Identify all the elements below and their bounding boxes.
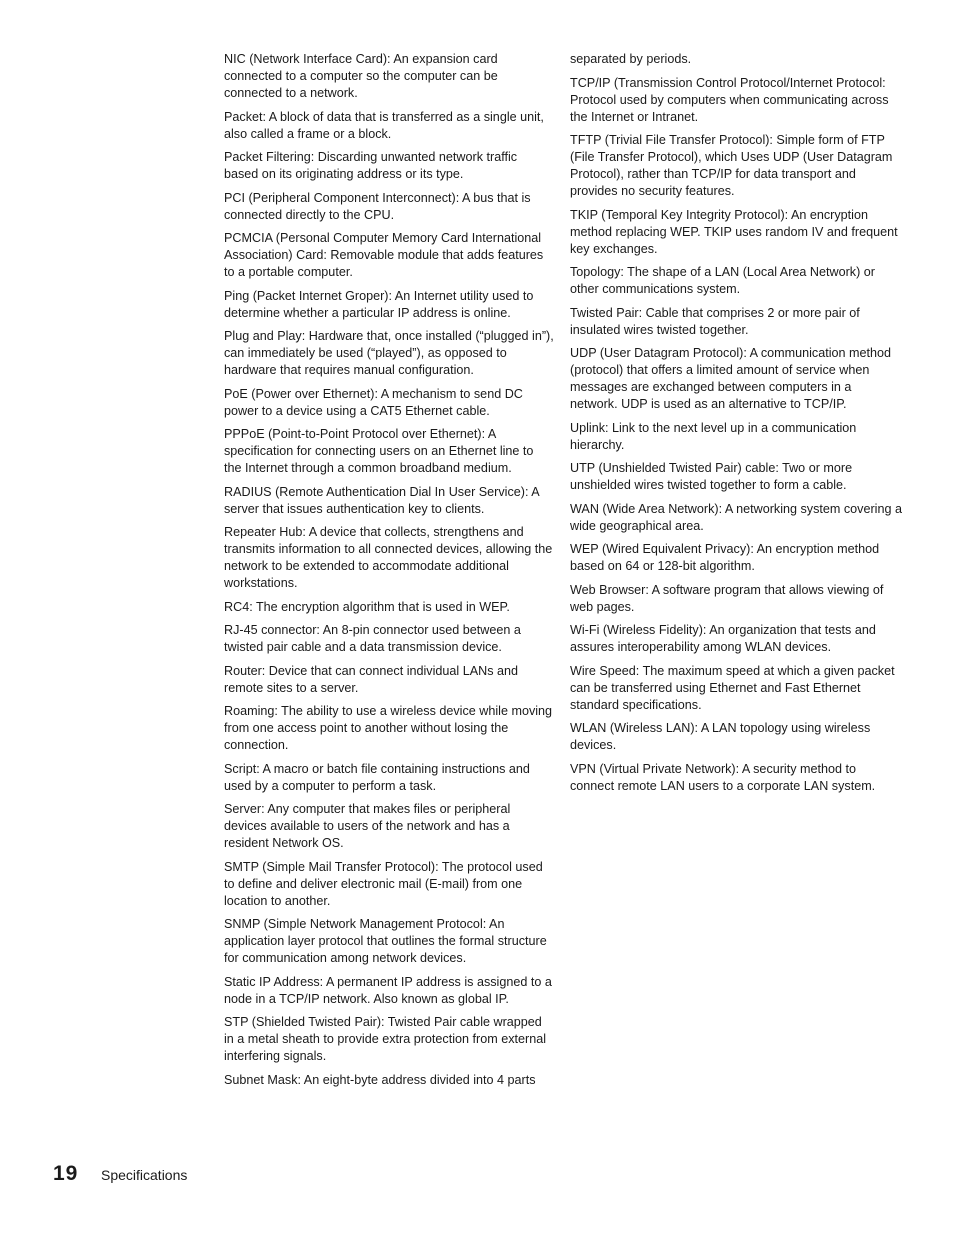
glossary-entry-roaming: Roaming: The ability to use a wireless device while moving from one access point to another without losing the connection. xyxy=(224,704,553,752)
glossary-entry-smtp: SMTP (Simple Mail Transfer Protocol): The protocol used to define and deliver electronic mail (E-mail) from one location to another. xyxy=(224,859,543,908)
glossary-entry-subnet-mask: Subnet Mask: An eight-byte address divided into 4 parts xyxy=(224,1072,536,1087)
section-label: Specifications xyxy=(101,1167,188,1183)
glossary-entry-rj45: RJ-45 connector: An 8-pin connector used between a twisted pair cable and a data transmission device. xyxy=(224,623,521,654)
glossary-entry-twisted-pair: Twisted Pair: Cable that comprises 2 or more pair of insulated wires twisted together. xyxy=(570,305,860,337)
glossary-entry-stp: STP (Shielded Twisted Pair): Twisted Pair cable wrapped in a metal sheath to provide extra protection from external interfering signals. xyxy=(224,1015,547,1063)
page-footer xyxy=(53,1162,187,1186)
glossary-entry-poe: PoE (Power over Ethernet): A mechanism to send DC power to a device using a CAT5 Ethernet cable. xyxy=(224,386,523,418)
glossary-entry-uplink: Uplink: Link to the next level up in a communication hierarchy. xyxy=(570,420,857,452)
glossary-entry-tcpip: TCP/IP (Transmission Control Protocol/Internet Protocol: Protocol used by computers when communicating across the Internet or Intranet. xyxy=(570,75,889,124)
glossary-entry-radius: RADIUS (Remote Authentication Dial In User Service): A server that issues authentication key to clients. xyxy=(224,484,539,516)
glossary-left-column xyxy=(224,51,554,1095)
glossary-entry-packet-filtering: Packet Filtering: Discarding unwanted network traffic based on its originating address or its type. xyxy=(224,150,518,181)
glossary-entry-packet: Packet: A block of data that is transferred as a single unit, also called a frame or a block. xyxy=(224,109,544,141)
page-number: 19 xyxy=(53,1162,79,1185)
glossary-entry-wep: WEP (Wired Equivalent Privacy): An encryption method based on 64 or 128-bit algorithm. xyxy=(570,542,880,573)
glossary-entry-pcmcia: PCMCIA (Personal Computer Memory Card International Association) Card: Removable module that adds features to a portable computer. xyxy=(224,231,544,279)
glossary-entry-rc4: RC4: The encryption algorithm that is used in WEP. xyxy=(224,599,510,614)
glossary-entry-tftp: TFTP (Trivial File Transfer Protocol): Simple form of FTP (File Transfer Protocol), which Uses UDP (User Datagram Protocol), rather than TCP/IP for data transport and provides no security features. xyxy=(570,133,893,198)
glossary-entry-repeater-hub: Repeater Hub: A device that collects, strengthens and transmits information to all connected devices, allowing the network to be extended to accommodate additional workstations. xyxy=(224,525,553,590)
glossary-entry-tkip: TKIP (Temporal Key Integrity Protocol): An encryption method replacing WEP. TKIP uses random IV and frequent key exchanges. xyxy=(570,207,898,256)
glossary-entry-pci: PCI (Peripheral Component Interconnect): A bus that is connected directly to the CPU. xyxy=(224,190,531,222)
glossary-right-column xyxy=(570,51,902,801)
glossary-entry-udp: UDP (User Datagram Protocol): A communication method (protocol) that offers a limited amount of service when messages are exchanged between computers in a network. UDP is used as an alternative to TCP/IP. xyxy=(570,346,892,411)
glossary-entry-web-browser: Web Browser: A software program that allows viewing of web pages. xyxy=(570,582,884,614)
glossary-entry-snmp: SNMP (Simple Network Management Protocol: An application layer protocol that outlines the formal structure for communication among network devices. xyxy=(224,917,547,965)
glossary-entry-plug-and-play: Plug and Play: Hardware that, once installed (“plugged in”), can immediately be used (“played”), as opposed to hardware that requires manual configuration. xyxy=(224,329,554,377)
glossary-entry-wlan: WLAN (Wireless LAN): A LAN topology using wireless devices. xyxy=(570,721,871,752)
glossary-entry-wifi: Wi-Fi (Wireless Fidelity): An organization that tests and assures interoperability among WLAN devices. xyxy=(570,623,876,654)
glossary-entry-nic: NIC (Network Interface Card): An expansion card connected to a computer so the computer can be connected to a network. xyxy=(224,52,498,100)
glossary-entry-router: Router: Device that can connect individual LANs and remote sites to a server. xyxy=(224,663,519,695)
glossary-entry-static-ip: Static IP Address: A permanent IP address is assigned to a node in a TCP/IP network. Also known as global IP. xyxy=(224,974,552,1006)
glossary-entry-ping: Ping (Packet Internet Groper): An Internet utility used to determine whether a particular IP address is online. xyxy=(224,288,534,320)
glossary-entry-pppoe: PPPoE (Point-to-Point Protocol over Ethernet): A specification for connecting users on an Ethernet line to the Internet through a common broadband medium. xyxy=(224,427,534,475)
glossary-entry-wire-speed: Wire Speed: The maximum speed at which a given packet can be transferred using Ethernet and Fast Ethernet standard specifications. xyxy=(570,663,895,712)
glossary-entry-wan: WAN (Wide Area Network): A networking system covering a wide geographical area. xyxy=(570,501,902,533)
glossary-entry-utp: UTP (Unshielded Twisted Pair) cable: Two or more unshielded wires twisted together to form a cable. xyxy=(570,461,853,492)
glossary-entry-vpn: VPN (Virtual Private Network): A security method to connect remote LAN users to a corporate LAN system. xyxy=(570,761,876,793)
glossary-entry-server: Server: Any computer that makes files or peripheral devices available to users of the network and has a resident Network OS. xyxy=(224,802,511,850)
glossary-entry-subnet-mask-continued: separated by periods. xyxy=(570,52,692,66)
glossary-entry-script: Script: A macro or batch file containing instructions and used by a computer to perform a task. xyxy=(224,761,530,793)
glossary-entry-topology: Topology: The shape of a LAN (Local Area Network) or other communications system. xyxy=(570,265,875,296)
